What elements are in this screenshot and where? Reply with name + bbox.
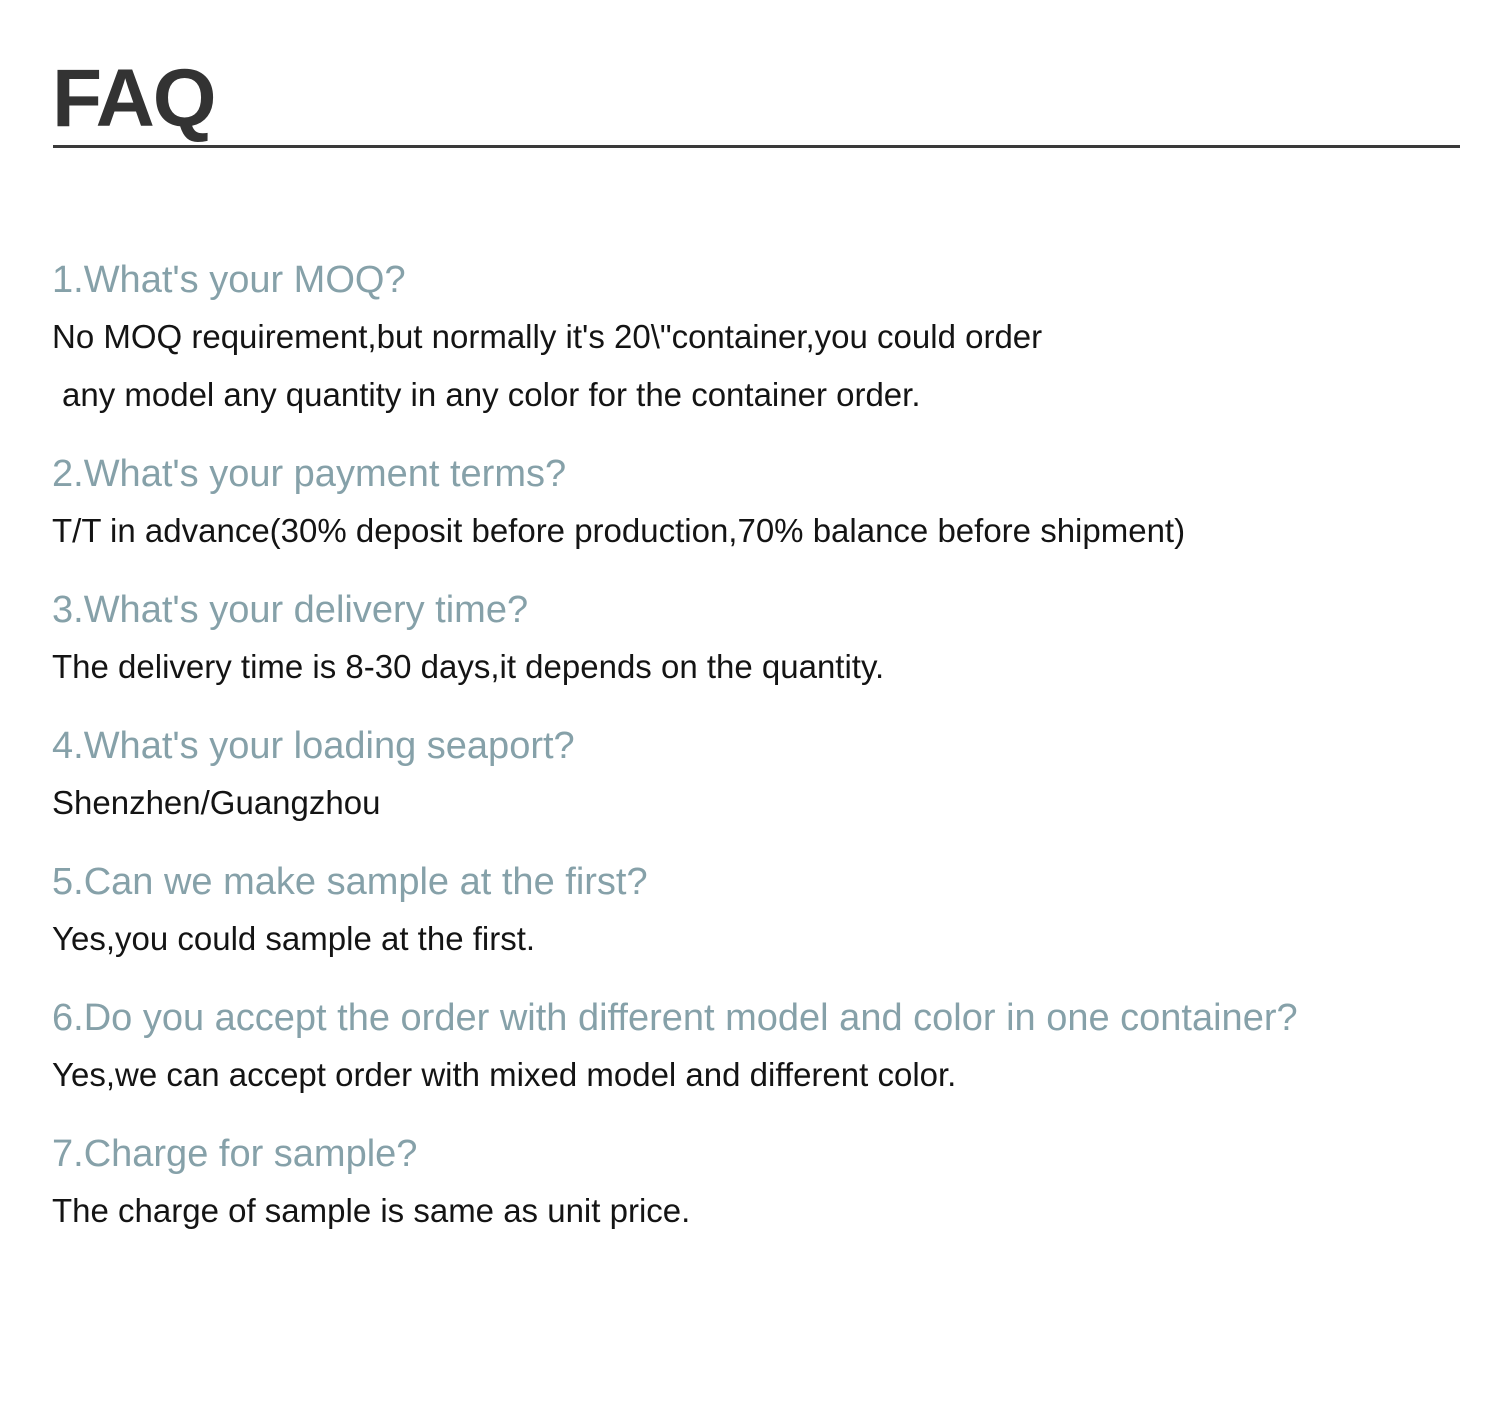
faq-answer-sample-charge: The charge of sample is same as unit price.: [52, 1192, 691, 1229]
faq-question-loading-seaport: 4.What's your loading seaport?: [52, 725, 575, 767]
faq-answer-delivery-time: The delivery time is 8-30 days,it depends on the quantity.: [52, 648, 885, 685]
faq-question-sample-charge: 7.Charge for sample?: [52, 1133, 418, 1175]
faq-item: [52, 252, 1472, 424]
faq-answer-loading-seaport: Shenzhen/Guangzhou: [52, 784, 381, 821]
faq-question-delivery-time: 3.What's your delivery time?: [52, 589, 529, 631]
faq-item: [52, 990, 1472, 1104]
faq-question-sample-first: 5.Can we make sample at the first?: [52, 861, 648, 903]
faq-item: [52, 446, 1472, 560]
faq-answer-payment-terms: T/T in advance(30% deposit before production,70% balance before shipment): [52, 512, 1186, 549]
title-divider: [53, 145, 1460, 148]
faq-answer-mixed-order: Yes,we can accept order with mixed model and different color.: [52, 1056, 957, 1093]
faq-answer-moq-line-1: No MOQ requirement,but normally it's 20\"container,you could order: [52, 318, 1043, 355]
faq-list: [52, 252, 1472, 1262]
faq-answer-moq-line-2-text: any model any quantity in any color for the container order.: [62, 376, 921, 413]
faq-answer-sample-first: Yes,you could sample at the first.: [52, 920, 536, 957]
faq-item: [52, 854, 1472, 968]
faq-item: [52, 582, 1472, 696]
faq-item: [52, 1126, 1472, 1240]
faq-item: [52, 718, 1472, 832]
faq-answer-moq-line-2: [52, 366, 1472, 424]
faq-question-moq: 1.What's your MOQ?: [52, 259, 406, 301]
page-title: FAQ: [52, 53, 215, 144]
faq-question-payment-terms: 2.What's your payment terms?: [52, 453, 567, 495]
faq-question-mixed-order: 6.Do you accept the order with different model and color in one container?: [52, 997, 1298, 1039]
